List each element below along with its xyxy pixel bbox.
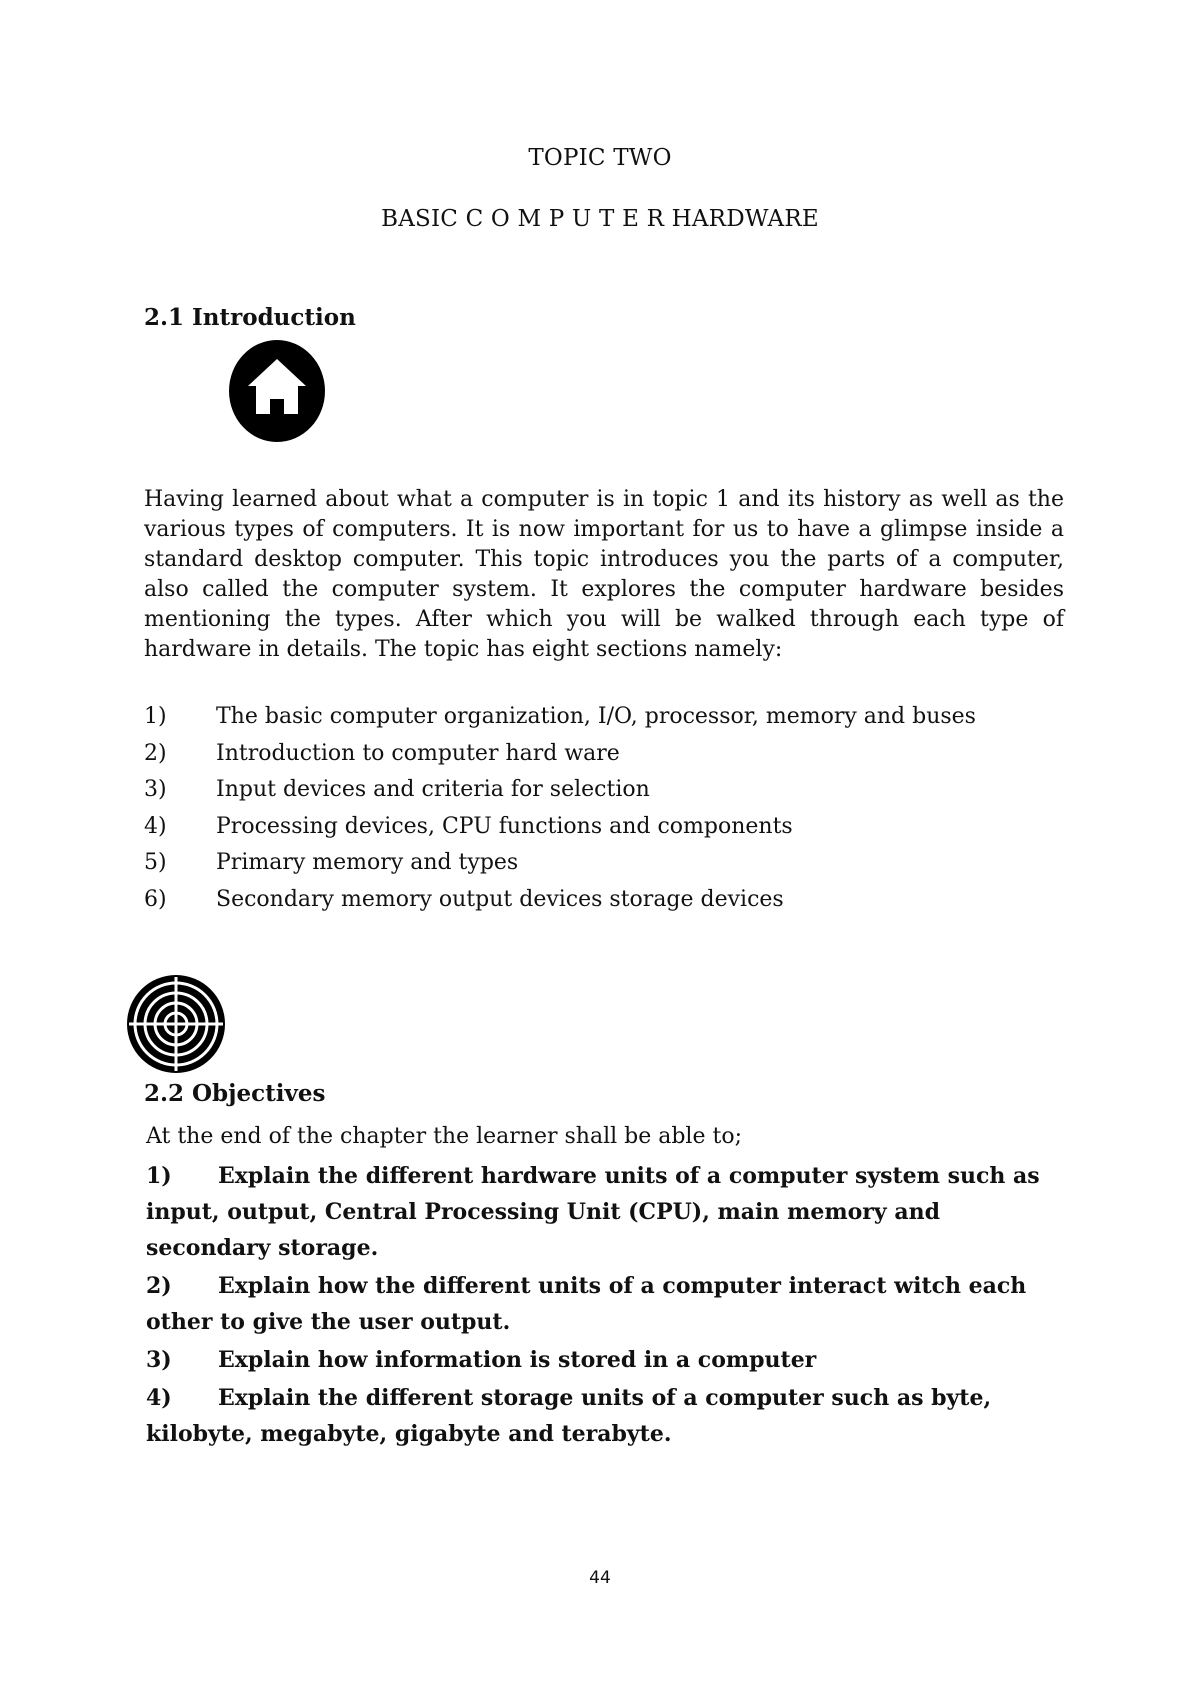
list-item: [144, 736, 1104, 773]
list-text: Processing devices, CPU functions and components: [216, 813, 793, 839]
page-title: BASIC C O M P U T E R HARDWARE: [381, 206, 819, 232]
list-item: [144, 772, 1104, 809]
list-text: Explain how information is stored in a computer: [218, 1347, 817, 1373]
list-number: 4): [146, 1385, 172, 1411]
list-text: Explain how the different units of a computer interact witch each other to give the user output.: [146, 1273, 1027, 1335]
objectives-list: [146, 1158, 1046, 1454]
list-number: 3): [144, 777, 167, 803]
list-number: 3): [146, 1347, 172, 1373]
list-number: 1): [144, 704, 167, 729]
list-item: [144, 882, 1104, 919]
topic-label: TOPIC TWO: [528, 145, 672, 171]
list-text: Secondary memory output devices storage devices: [216, 886, 784, 912]
list-text: Input devices and criteria for selection: [216, 777, 650, 803]
list-text: Introduction to computer hard ware: [216, 740, 620, 766]
list-number: 2): [146, 1273, 172, 1299]
introduction-paragraph: Having learned about what a computer is in topic 1 and its history as well as the various types of computers. It is now important for us to have a glimpse inside a standard desktop computer. This topic introduces you the parts of a computer, also called the computer system. It explores the computer hardware besides mentioning the types. After which you will be walked through each type of hardware in details. The topic has eight sections namely:: [144, 487, 1064, 662]
list-item: [144, 699, 1104, 736]
list-text: Explain the different storage units of a computer such as byte, kilobyte, megabyte, gigabyte and terabyte.: [146, 1385, 992, 1447]
list-item: [146, 1158, 1046, 1266]
objectives-heading: 2.2 Objectives: [144, 1080, 326, 1107]
list-number: 4): [144, 813, 167, 839]
list-number: 5): [144, 850, 167, 876]
sections-list: [144, 699, 1104, 919]
list-number: 1): [146, 1163, 172, 1189]
list-number: 2): [144, 740, 167, 766]
list-item: [144, 809, 1104, 846]
target-icon: [126, 974, 226, 1074]
page-number: 44: [589, 1568, 611, 1588]
home-icon: [228, 339, 326, 443]
list-text: Primary memory and types: [216, 850, 519, 876]
list-item: [146, 1342, 1046, 1378]
list-text: The basic computer organization, I/O, processor, memory and buses: [216, 704, 976, 729]
introduction-heading: 2.1 Introduction: [144, 304, 356, 331]
list-text: Explain the different hardware units of a computer system such as input, output, Central Processing Unit (CPU), main memory and secondary storage.: [146, 1163, 1040, 1261]
list-item: [146, 1380, 1046, 1452]
list-item: [146, 1268, 1046, 1340]
list-item: [144, 845, 1104, 882]
objectives-intro: At the end of the chapter the learner shall be able to;: [146, 1124, 742, 1149]
list-number: 6): [144, 886, 167, 912]
